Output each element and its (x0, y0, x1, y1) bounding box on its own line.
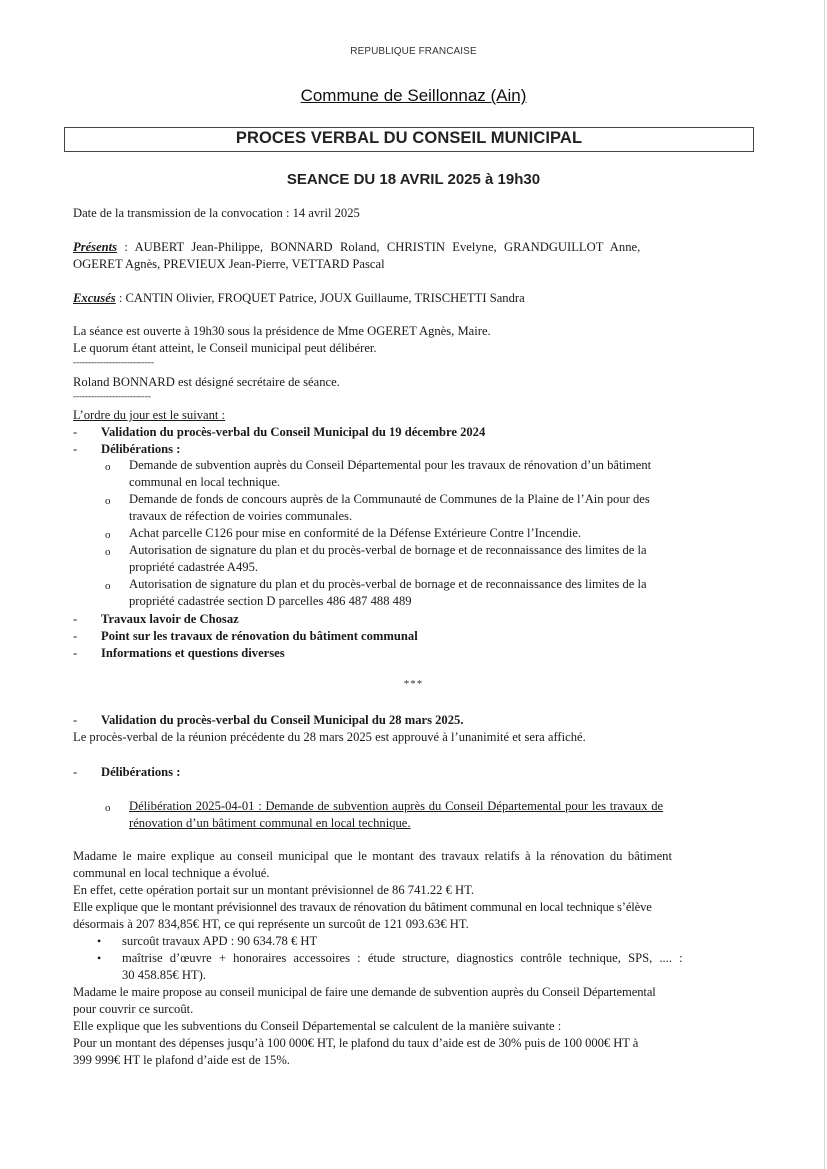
body-p3-line2: désormais à 207 834,85€ HT, ce qui représente un surcoût de 121 093.63€ HT. (73, 917, 469, 931)
body-p6-line2: 399 999€ HT le plafond d’aide est de 15%. (73, 1053, 290, 1067)
deliberation-item-2-line2: travaux de réfection de voiries communales. (129, 509, 353, 523)
presents-list-1: : AUBERT Jean-Philippe, BONNARD Roland, CHRISTIN Evelyne, GRANDGUILLOT Anne, (117, 240, 641, 254)
sub-bullet: o (105, 546, 111, 558)
body-p4-line2: pour couvrir ce surcoût. (73, 1002, 194, 1016)
agenda-intro: L’ordre du jour est le suivant : (73, 408, 226, 422)
presents-list-2: OGERET Agnès, PREVIEUX Jean-Pierre, VETTARD Pascal (73, 257, 385, 271)
presents-label: Présents (73, 240, 118, 254)
cost-bullet: • (97, 951, 102, 965)
agenda-bullet: - (73, 425, 78, 439)
agenda-bullet: - (73, 442, 78, 456)
opening-line: La séance est ouverte à 19h30 sous la présidence de Mme OGERET Agnès, Maire. (73, 324, 491, 338)
body-p1-line1: Madame le maire explique au conseil municipal que le montant des travaux relatifs à la rénovation du bâtiment (73, 849, 672, 863)
deliberation-2025-04-01-line2: rénovation d’un bâtiment communal en local technique. (129, 816, 411, 830)
cost-bullet: • (97, 934, 102, 948)
excuses-label: Excusés (73, 291, 116, 305)
cost-moe-line1: maîtrise d’œuvre + honoraires accessoires : étude structure, diagnostics contrôle technique, SPS, .... : (122, 951, 683, 965)
agenda-bullet: - (73, 646, 78, 660)
agenda-item-renovation: Point sur les travaux de rénovation du bâtiment communal (101, 629, 418, 643)
deliberation-item-1-line1: Demande de subvention auprès du Conseil Départemental pour les travaux de rénovation d’un bâtiment (129, 458, 652, 472)
deliberation-item-4-line2: propriété cadastrée A495. (129, 560, 259, 574)
deliberations-title: Délibérations : (101, 765, 181, 779)
validation-title: Validation du procès-verbal du Conseil Municipal du 28 mars 2025. (101, 713, 464, 727)
deliberation-item-3-line1: Achat parcelle C126 pour mise en conformité de la Défense Extérieure Contre l’Incendie. (129, 526, 582, 540)
section-separator: *** (403, 678, 424, 690)
cost-apd: surcoût travaux APD : 90 634.78 € HT (122, 934, 318, 948)
secretary-line: Roland BONNARD est désigné secrétaire de séance. (73, 375, 340, 389)
section-bullet: - (73, 765, 78, 779)
agenda-item-lavoir: Travaux lavoir de Chosaz (101, 612, 239, 626)
sub-bullet: o (105, 580, 111, 592)
agenda-item-informations: Informations et questions diverses (101, 646, 285, 660)
sub-bullet: o (105, 495, 111, 507)
deliberation-item-2-line1: Demande de fonds de concours auprès de la Communauté de Communes de la Plaine de l’Ain pour des (129, 492, 650, 506)
separator-1: --------------------------- (73, 357, 154, 367)
presents-line-1 (73, 239, 640, 256)
deliberation-item-4-line1: Autorisation de signature du plan et du procès-verbal de bornage et de reconnaissance des limites de la (129, 543, 647, 557)
commune-title: Commune de Seillonnaz (Ain) (300, 86, 527, 105)
section-bullet: - (73, 713, 78, 727)
deliberation-2025-04-01-line1: Délibération 2025-04-01 : Demande de subvention auprès du Conseil Départemental pour les travaux de (129, 799, 664, 813)
body-p6-line1: Pour un montant des dépenses jusqu’à 100 000€ HT, le plafond du taux d’aide est de 30% puis de 100 000€ HT à (73, 1036, 639, 1050)
cost-moe-line2: 30 458.85€ HT). (122, 968, 206, 982)
quorum-line: Le quorum étant atteint, le Conseil municipal peut délibérer. (73, 341, 377, 355)
sub-bullet: o (105, 461, 111, 473)
excuses-line (73, 290, 525, 307)
agenda-item-validation: Validation du procès-verbal du Conseil Municipal du 19 décembre 2024 (101, 425, 486, 439)
validation-text: Le procès-verbal de la réunion précédente du 28 mars 2025 est approuvé à l’unanimité et sera affiché. (73, 730, 586, 744)
convocation-date: Date de la transmission de la convocation : 14 avril 2025 (73, 206, 360, 220)
separator-2: -------------------------- (73, 391, 151, 401)
deliberation-item-1-line2: communal en local technique. (129, 475, 281, 489)
seance-date: SEANCE DU 18 AVRIL 2025 à 19h30 (286, 171, 541, 188)
body-p2: En effet, cette opération portait sur un montant prévisionnel de 86 741.22 € HT. (73, 883, 475, 897)
body-p1-line2: communal en local technique a évolué. (73, 866, 270, 880)
republique-header: REPUBLIQUE FRANCAISE (350, 46, 477, 57)
agenda-bullet: - (73, 612, 78, 626)
body-p5: Elle explique que les subventions du Conseil Départemental se calculent de la manière suivante : (73, 1019, 562, 1033)
body-p3-line1: Elle explique que le montant prévisionnel des travaux de rénovation du bâtiment communal en local technique s’élève (73, 900, 652, 914)
body-p4-line1: Madame le maire propose au conseil municipal de faire une demande de subvention auprès du Conseil Départemental (73, 985, 656, 999)
sub-bullet: o (105, 802, 111, 814)
document-title: PROCES VERBAL DU CONSEIL MUNICIPAL (235, 129, 583, 147)
excuses-list: : CANTIN Olivier, FROQUET Patrice, JOUX Guillaume, TRISCHETTI Sandra (115, 291, 525, 305)
sub-bullet: o (105, 529, 111, 541)
deliberation-item-5-line2: propriété cadastrée section D parcelles 486 487 488 489 (129, 594, 412, 608)
agenda-bullet: - (73, 629, 78, 643)
deliberation-item-5-line1: Autorisation de signature du plan et du procès-verbal de bornage et de reconnaissance des limites de la (129, 577, 647, 591)
agenda-item-deliberations: Délibérations : (101, 442, 181, 456)
